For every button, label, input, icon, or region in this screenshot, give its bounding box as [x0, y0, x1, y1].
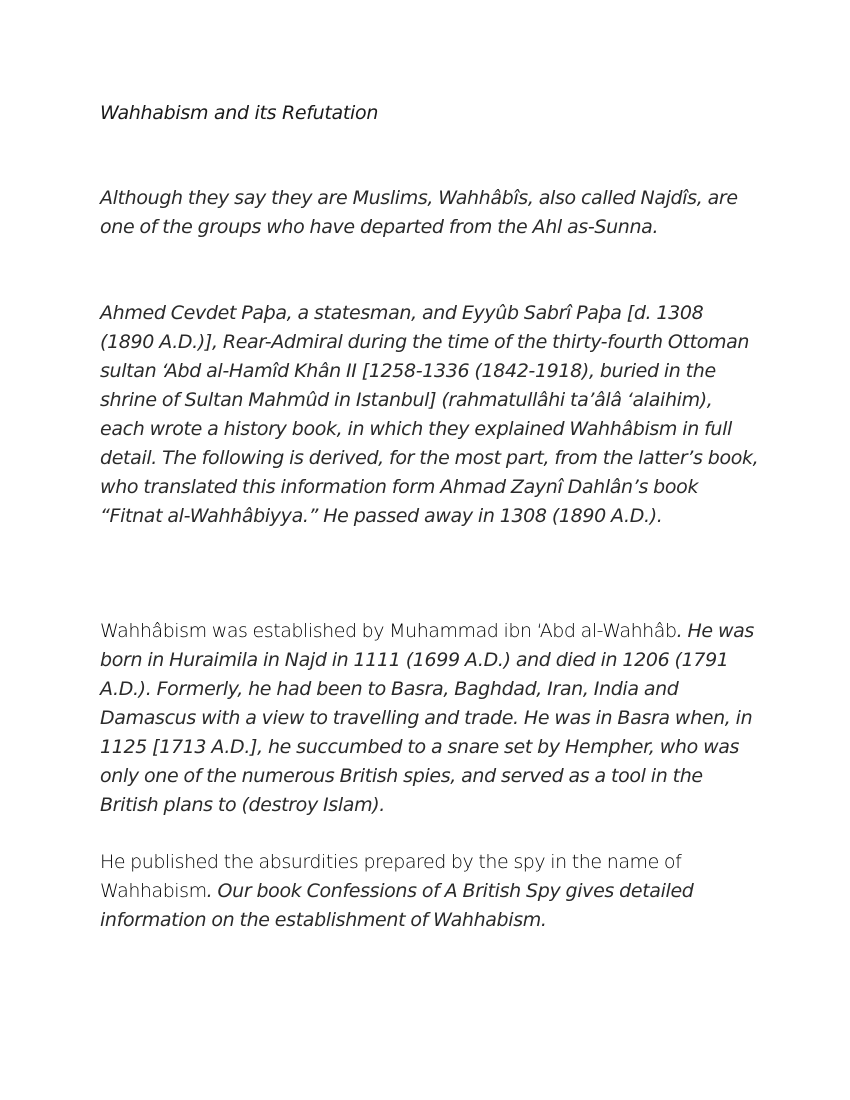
document-title: Wahhabism and its Refutation [100, 102, 379, 124]
paragraph-text: . He was born in Huraimila in Najd in 1111 (1699 A.D.) and died in 1206 (1791 A.D.). Formerly, he had been to Basra, Baghdad, Iran, India and Damascus with a view to travelling and trade. He was in Basra when, in 1125 [1713 A.D.], he succumbed to a snare set by Hempher, who was only one of the numerous British spies, and served as a tool in the British plans to (destroy Islam). [100, 620, 754, 816]
paragraph-text: . Our book Confessions of A British Spy gives detailed information on the establishment of Wahhabism. [100, 880, 694, 931]
paragraph-history-sources [100, 299, 760, 531]
paragraph-text: Ahmed Cevdet Paþa, a statesman, and Eyyûb Sabrî Paþa [d. 1308 (1890 A.D.)], Rear-Admiral during the time of the thirty-fourth Ottoman sultan ‘Abd al-Hamîd Khân II [1258-1336 (1842-1918), buried in the shrine of Sultan Mahmûd in Istanbul] (rahmatullâhi ta’âlâ ‘alaihim), each wrote a history book, in which they explained Wahhâbism in full detail. The following is derived, for the most part, from the latter’s book, who translated this information form Ahmad Zaynî Dahlân’s book “Fitnat al-Wahhâbiyya.” He passed away in 1308 (1890 A.D.). [100, 302, 759, 527]
paragraph-lead: He published the absurdities prepared by the spy in the name of Wahhabism [100, 851, 682, 902]
paragraph-intro [100, 184, 760, 242]
paragraph-founder [100, 617, 760, 820]
paragraph-publication [100, 848, 760, 935]
paragraph-text: Although they say they are Muslims, Wahhâbîs, also called Najdîs, are one of the groups who have departed from the Ahl as-Sunna. [100, 187, 738, 238]
paragraph-lead: Wahhâbism was established by Muhammad ibn ‘Abd al-Wahhâb [100, 620, 677, 642]
